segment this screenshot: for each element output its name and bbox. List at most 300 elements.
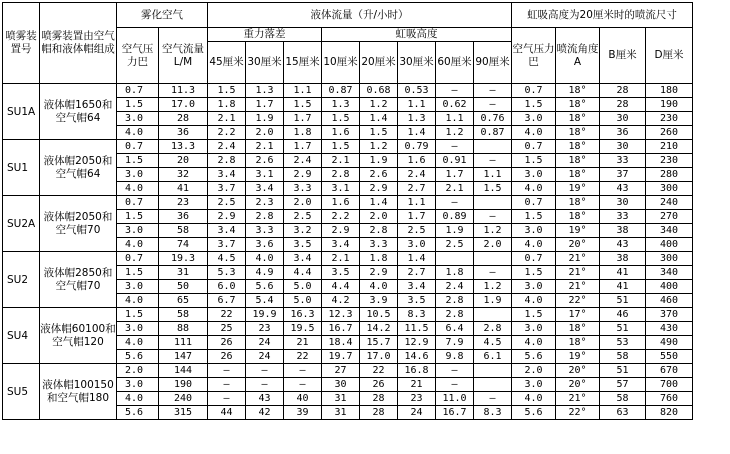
header-spray-b: B厘米 [600,28,646,84]
cell-spray-air-pressure: 0.7 [512,252,556,266]
cell-spray-air-pressure: 0.7 [512,196,556,210]
cell-siphon-10: 0.87 [322,84,360,98]
cell-gravity-15: 3.4 [284,252,322,266]
cell-siphon-90: 0.76 [474,112,512,126]
header-gravity-45: 45厘米 [208,42,246,84]
cell-air-flow: 17.0 [159,98,208,112]
cell-spray-air-pressure: 1.5 [512,210,556,224]
cell-siphon-90: 2.8 [474,322,512,336]
cell-gravity-15: 1.1 [284,84,322,98]
cell-air-flow: 190 [159,378,208,392]
cell-spray-d: 400 [646,238,693,252]
header-siphon-30: 30厘米 [398,42,436,84]
cell-spray-air-pressure: 4.0 [512,294,556,308]
header-siphon: 虹吸高度 [322,28,512,42]
cell-spray-angle: 21° [556,266,600,280]
cell-gravity-45: 44 [208,406,246,420]
cell-air-pressure: 3.0 [117,378,159,392]
cell-siphon-60: 9.8 [436,350,474,364]
cell-gravity-15: 3.2 [284,224,322,238]
cell-air-pressure: 1.5 [117,154,159,168]
cell-spray-air-pressure: 3.0 [512,322,556,336]
cell-siphon-20: 1.5 [360,126,398,140]
cell-siphon-90: 1.9 [474,294,512,308]
cell-spray-b: 58 [600,350,646,364]
cell-gravity-30: 3.6 [246,238,284,252]
cell-siphon-60: 2.8 [436,308,474,322]
cell-gravity-45: 2.5 [208,196,246,210]
cell-spray-b: 41 [600,266,646,280]
cell-siphon-20: 22 [360,364,398,378]
cell-siphon-10: 2.1 [322,252,360,266]
cell-gravity-15: – [284,378,322,392]
cell-siphon-10: 18.4 [322,336,360,350]
cell-spray-angle: 20° [556,238,600,252]
cell-siphon-10: 19.7 [322,350,360,364]
cell-siphon-10: 1.5 [322,112,360,126]
cell-siphon-20: 14.2 [360,322,398,336]
cell-spray-air-pressure: 3.0 [512,378,556,392]
cell-gravity-45: 26 [208,336,246,350]
cell-gravity-30: 3.3 [246,224,284,238]
cell-air-pressure: 5.6 [117,406,159,420]
cell-spray-air-pressure: 4.0 [512,182,556,196]
cell-siphon-20: 4.0 [360,280,398,294]
cell-spray-d: 760 [646,392,693,406]
cell-spray-d: 700 [646,378,693,392]
device-composition: 液体帽2050和空气帽64 [40,140,117,196]
header-gravity-15: 15厘米 [284,42,322,84]
cell-air-flow: 147 [159,350,208,364]
table-row [3,140,693,154]
cell-spray-b: 33 [600,210,646,224]
header-spray-size: 虹吸高度为20厘米时的喷流尺寸 [512,3,693,28]
cell-siphon-90: – [474,210,512,224]
cell-spray-angle: 21° [556,280,600,294]
cell-gravity-15: 21 [284,336,322,350]
cell-siphon-30: 2.7 [398,266,436,280]
cell-spray-d: 300 [646,182,693,196]
cell-siphon-30: 1.1 [398,196,436,210]
cell-gravity-45: – [208,378,246,392]
cell-gravity-30: 1.3 [246,84,284,98]
cell-spray-air-pressure: 1.5 [512,98,556,112]
cell-siphon-90 [474,196,512,210]
cell-gravity-45: 25 [208,322,246,336]
cell-gravity-45: – [208,392,246,406]
header-siphon-10: 10厘米 [322,42,360,84]
cell-gravity-15: 5.0 [284,294,322,308]
table-row [3,364,693,378]
cell-siphon-20: 2.6 [360,168,398,182]
cell-gravity-30: 19.9 [246,308,284,322]
cell-air-pressure: 4.0 [117,392,159,406]
cell-spray-air-pressure: 0.7 [512,140,556,154]
cell-siphon-60: – [436,84,474,98]
cell-spray-b: 30 [600,140,646,154]
table-row [3,196,693,210]
cell-siphon-60: 2.5 [436,238,474,252]
header-spray-angle: 喷流角度A [556,28,600,84]
cell-siphon-90: 1.1 [474,168,512,182]
cell-air-flow: 32 [159,168,208,182]
cell-spray-b: 51 [600,322,646,336]
cell-siphon-90: 1.5 [474,182,512,196]
cell-siphon-60: 1.9 [436,224,474,238]
cell-spray-angle: 19° [556,350,600,364]
header-atomizing-air: 雾化空气 [117,3,208,28]
table-row [3,252,693,266]
cell-siphon-10: 27 [322,364,360,378]
cell-siphon-30: 21 [398,378,436,392]
cell-siphon-20: 2.9 [360,266,398,280]
cell-air-flow: 58 [159,224,208,238]
cell-siphon-20: 17.0 [360,350,398,364]
cell-siphon-30: 24 [398,406,436,420]
cell-siphon-60: 0.89 [436,210,474,224]
cell-siphon-20: 26 [360,378,398,392]
cell-spray-d: 370 [646,308,693,322]
cell-spray-angle: 22° [556,406,600,420]
cell-air-flow: 36 [159,126,208,140]
cell-spray-b: 41 [600,280,646,294]
cell-air-flow: 315 [159,406,208,420]
cell-siphon-30: 0.79 [398,140,436,154]
cell-siphon-30: 16.8 [398,364,436,378]
cell-gravity-15: 1.5 [284,98,322,112]
cell-spray-d: 210 [646,140,693,154]
cell-siphon-20: 2.0 [360,210,398,224]
cell-gravity-30: 3.4 [246,182,284,196]
cell-spray-angle: 18° [556,210,600,224]
cell-siphon-20: 0.68 [360,84,398,98]
cell-siphon-30: 1.3 [398,112,436,126]
cell-air-flow: 88 [159,322,208,336]
header-spray-air-pressure: 空气压力巴 [512,28,556,84]
cell-spray-angle: 21° [556,392,600,406]
cell-gravity-30: 2.8 [246,210,284,224]
cell-siphon-30: 1.1 [398,98,436,112]
cell-air-pressure: 1.5 [117,98,159,112]
cell-spray-b: 30 [600,196,646,210]
cell-spray-angle: 19° [556,224,600,238]
device-code: SU2A [3,196,40,252]
cell-air-flow: 19.3 [159,252,208,266]
cell-spray-b: 51 [600,364,646,378]
device-composition: 液体帽60100和空气帽120 [40,308,117,364]
cell-siphon-60: – [436,378,474,392]
cell-siphon-20: 3.9 [360,294,398,308]
cell-air-pressure: 0.7 [117,196,159,210]
cell-air-pressure: 4.0 [117,294,159,308]
cell-air-flow: 31 [159,266,208,280]
cell-siphon-90: – [474,98,512,112]
cell-air-flow: 65 [159,294,208,308]
cell-air-pressure: 4.0 [117,126,159,140]
cell-gravity-45: – [208,364,246,378]
cell-gravity-30: 2.1 [246,140,284,154]
cell-siphon-90: – [474,392,512,406]
cell-spray-b: 46 [600,308,646,322]
cell-gravity-45: 2.9 [208,210,246,224]
cell-siphon-20: 1.4 [360,112,398,126]
cell-siphon-30: 11.5 [398,322,436,336]
cell-siphon-90 [474,308,512,322]
header-siphon-20: 20厘米 [360,42,398,84]
cell-siphon-60: 0.62 [436,98,474,112]
cell-siphon-60: 6.4 [436,322,474,336]
cell-siphon-30: 1.6 [398,154,436,168]
cell-siphon-60: 16.7 [436,406,474,420]
cell-siphon-20: 1.2 [360,98,398,112]
cell-air-flow: 13.3 [159,140,208,154]
cell-spray-angle: 18° [556,140,600,154]
cell-siphon-90 [474,140,512,154]
cell-gravity-45: 2.8 [208,154,246,168]
cell-gravity-45: 22 [208,308,246,322]
cell-siphon-20: 28 [360,406,398,420]
cell-spray-b: 53 [600,336,646,350]
cell-gravity-45: 2.2 [208,126,246,140]
cell-siphon-30: 8.3 [398,308,436,322]
cell-siphon-10: 2.9 [322,224,360,238]
cell-spray-b: 43 [600,182,646,196]
cell-air-flow: 28 [159,112,208,126]
cell-spray-air-pressure: 5.6 [512,350,556,364]
cell-spray-air-pressure: 3.0 [512,280,556,294]
cell-gravity-30: – [246,364,284,378]
cell-spray-d: 180 [646,84,693,98]
cell-siphon-30: 12.9 [398,336,436,350]
cell-gravity-30: 23 [246,322,284,336]
cell-spray-d: 490 [646,336,693,350]
cell-siphon-30: 1.4 [398,252,436,266]
cell-siphon-20: 10.5 [360,308,398,322]
cell-gravity-15: 16.3 [284,308,322,322]
cell-siphon-90 [474,378,512,392]
device-composition: 液体帽2050和空气帽70 [40,196,117,252]
cell-siphon-60: 1.2 [436,126,474,140]
cell-gravity-45: 6.7 [208,294,246,308]
cell-air-flow: 50 [159,280,208,294]
cell-air-flow: 111 [159,336,208,350]
cell-air-flow: 36 [159,210,208,224]
cell-gravity-30: 42 [246,406,284,420]
table-row [3,308,693,322]
cell-gravity-30: 3.1 [246,168,284,182]
cell-siphon-30: 1.7 [398,210,436,224]
header-code: 喷雾装置号 [3,3,40,84]
cell-siphon-60: 1.8 [436,266,474,280]
cell-spray-angle: 17° [556,308,600,322]
cell-siphon-60: 2.8 [436,294,474,308]
cell-siphon-30: 1.4 [398,126,436,140]
cell-spray-angle: 18° [556,126,600,140]
cell-siphon-60: 2.1 [436,182,474,196]
device-code: SU1 [3,140,40,196]
cell-spray-d: 430 [646,322,693,336]
cell-siphon-90: – [474,84,512,98]
cell-siphon-20: 2.8 [360,224,398,238]
cell-siphon-90: 1.2 [474,280,512,294]
cell-spray-air-pressure: 4.0 [512,238,556,252]
cell-siphon-30: 2.4 [398,168,436,182]
cell-spray-d: 190 [646,98,693,112]
cell-air-pressure: 0.7 [117,252,159,266]
device-code: SU4 [3,308,40,364]
cell-spray-d: 260 [646,126,693,140]
cell-siphon-60: – [436,196,474,210]
cell-gravity-15: 5.0 [284,280,322,294]
cell-air-flow: 74 [159,238,208,252]
cell-siphon-60: 0.91 [436,154,474,168]
cell-spray-d: 300 [646,252,693,266]
cell-siphon-90 [474,364,512,378]
cell-spray-b: 36 [600,126,646,140]
cell-spray-d: 460 [646,294,693,308]
cell-siphon-60: 2.4 [436,280,474,294]
cell-gravity-15: 2.9 [284,168,322,182]
cell-siphon-20: 1.8 [360,252,398,266]
cell-spray-d: 280 [646,168,693,182]
cell-siphon-90: 1.2 [474,224,512,238]
header-device: 喷雾装置由空气帽和液体帽组成 [40,3,117,84]
cell-siphon-60: – [436,140,474,154]
cell-air-pressure: 0.7 [117,140,159,154]
cell-siphon-30: 2.5 [398,224,436,238]
cell-siphon-10: 31 [322,392,360,406]
cell-siphon-10: 3.5 [322,266,360,280]
cell-spray-angle: 18° [556,336,600,350]
cell-gravity-45: 1.5 [208,84,246,98]
cell-gravity-45: 4.5 [208,252,246,266]
cell-gravity-30: 1.9 [246,112,284,126]
cell-spray-b: 57 [600,378,646,392]
cell-gravity-15: 2.5 [284,210,322,224]
cell-spray-d: 230 [646,154,693,168]
cell-gravity-45: 2.1 [208,112,246,126]
cell-siphon-30: 3.5 [398,294,436,308]
cell-spray-angle: 21° [556,252,600,266]
cell-gravity-30: – [246,378,284,392]
cell-air-pressure: 3.0 [117,322,159,336]
cell-spray-d: 550 [646,350,693,364]
cell-siphon-20: 1.9 [360,154,398,168]
cell-siphon-10: 31 [322,406,360,420]
cell-gravity-15: 2.4 [284,154,322,168]
cell-spray-b: 37 [600,168,646,182]
cell-spray-b: 33 [600,154,646,168]
cell-air-flow: 41 [159,182,208,196]
cell-air-pressure: 5.6 [117,350,159,364]
cell-siphon-30: 2.7 [398,182,436,196]
cell-gravity-45: 3.7 [208,182,246,196]
cell-spray-air-pressure: 3.0 [512,168,556,182]
cell-spray-angle: 18° [556,84,600,98]
cell-gravity-30: 5.6 [246,280,284,294]
cell-gravity-45: 3.4 [208,168,246,182]
cell-spray-b: 63 [600,406,646,420]
cell-siphon-90: – [474,266,512,280]
cell-air-pressure: 3.0 [117,112,159,126]
cell-air-pressure: 2.0 [117,364,159,378]
cell-gravity-30: 4.9 [246,266,284,280]
cell-spray-air-pressure: 4.0 [512,336,556,350]
header-air-pressure: 空气压力巴 [117,28,159,84]
cell-gravity-30: 2.0 [246,126,284,140]
cell-siphon-60: 1.1 [436,112,474,126]
cell-air-flow: 240 [159,392,208,406]
cell-air-pressure: 4.0 [117,336,159,350]
cell-siphon-10: 4.4 [322,280,360,294]
cell-gravity-30: 2.3 [246,196,284,210]
cell-spray-b: 28 [600,98,646,112]
cell-spray-angle: 18° [556,196,600,210]
header-siphon-60: 60厘米 [436,42,474,84]
cell-spray-angle: 18° [556,322,600,336]
cell-air-pressure: 1.5 [117,210,159,224]
cell-gravity-30: 5.4 [246,294,284,308]
cell-gravity-15: 4.4 [284,266,322,280]
cell-gravity-30: 1.7 [246,98,284,112]
cell-spray-air-pressure: 3.0 [512,224,556,238]
cell-gravity-15: 3.5 [284,238,322,252]
cell-air-flow: 144 [159,364,208,378]
cell-air-pressure: 4.0 [117,238,159,252]
cell-air-pressure: 3.0 [117,280,159,294]
cell-siphon-10: 2.1 [322,154,360,168]
cell-siphon-30: 23 [398,392,436,406]
cell-siphon-10: 1.6 [322,126,360,140]
cell-siphon-90: 0.87 [474,126,512,140]
device-code: SU1A [3,84,40,140]
cell-siphon-20: 3.3 [360,238,398,252]
cell-siphon-10: 3.4 [322,238,360,252]
cell-siphon-20: 15.7 [360,336,398,350]
cell-gravity-45: 3.7 [208,238,246,252]
cell-gravity-15: 1.7 [284,140,322,154]
cell-spray-d: 240 [646,196,693,210]
cell-air-pressure: 0.7 [117,84,159,98]
cell-gravity-45: 6.0 [208,280,246,294]
cell-spray-angle: 20° [556,378,600,392]
cell-siphon-10: 12.3 [322,308,360,322]
cell-spray-b: 58 [600,392,646,406]
cell-siphon-10: 1.6 [322,196,360,210]
cell-spray-air-pressure: 5.6 [512,406,556,420]
cell-gravity-30: 2.6 [246,154,284,168]
cell-gravity-15: 22 [284,350,322,364]
device-code: SU5 [3,364,40,420]
cell-air-pressure: 3.0 [117,224,159,238]
header-gravity: 重力落差 [208,28,322,42]
cell-spray-angle: 18° [556,168,600,182]
cell-siphon-10: 2.8 [322,168,360,182]
cell-gravity-45: 1.8 [208,98,246,112]
cell-spray-angle: 20° [556,364,600,378]
cell-spray-b: 51 [600,294,646,308]
cell-spray-b: 30 [600,112,646,126]
table-row [3,84,693,98]
cell-siphon-60: 1.7 [436,168,474,182]
device-composition: 液体帽2850和空气帽70 [40,252,117,308]
header-liquid-flow: 液体流量（升/小时） [208,3,512,28]
device-code: SU2 [3,252,40,308]
cell-siphon-90: 6.1 [474,350,512,364]
cell-spray-b: 38 [600,252,646,266]
cell-siphon-20: 1.4 [360,196,398,210]
device-composition: 液体帽100150和空气帽180 [40,364,117,420]
